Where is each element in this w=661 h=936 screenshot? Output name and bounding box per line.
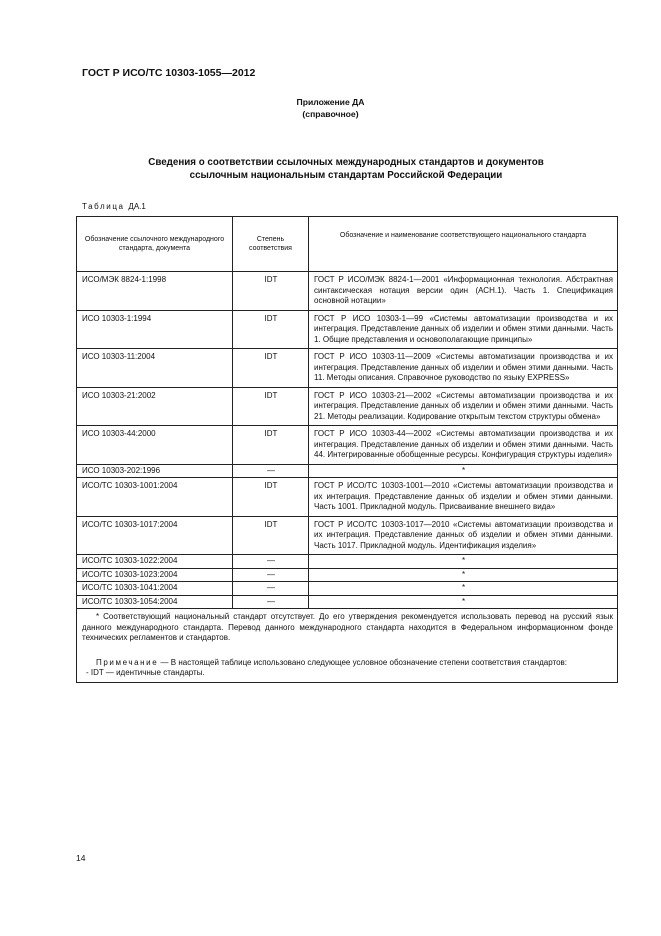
cell-national: * — [309, 595, 618, 609]
note — [82, 658, 613, 669]
document-code: ГОСТ Р ИСО/ТС 10303-1055—2012 — [82, 67, 256, 79]
annex-heading — [0, 96, 661, 120]
note-item: - IDT — идентичные стандарты. — [86, 668, 205, 677]
cell-degree: IDT — [233, 272, 309, 311]
cell-reference: ИСО/МЭК 8824-1:1998 — [77, 272, 233, 311]
cell-degree: — — [233, 595, 309, 609]
cell-degree: — — [233, 568, 309, 582]
table-notes — [77, 609, 618, 683]
table-row — [77, 516, 618, 555]
table-row — [77, 310, 618, 349]
cell-reference: ИСО/ТС 10303-1022:2004 — [77, 555, 233, 569]
table-label — [82, 202, 146, 211]
cell-degree: — — [233, 582, 309, 596]
cell-reference: ИСО/ТС 10303-1001:2004 — [77, 478, 233, 517]
table-header-row — [77, 217, 618, 272]
cell-reference: ИСО 10303-11:2004 — [77, 349, 233, 388]
cell-national: ГОСТ Р ИСО 10303-11—2009 «Системы автоматизации производства и их интеграция. Представление данных об изделии и обмен этими данными. Часть 11. Методы описания. Справочное руководство по языку EXPRESS» — [309, 349, 618, 388]
cell-national: ГОСТ Р ИСО 10303-21—2002 «Системы автоматизации производства и их интеграция. Представление данных об изделии и обмен этими данными. Часть 21. Методы реализации. Кодирование открытым текстом структуры обмена» — [309, 387, 618, 426]
cell-reference: ИСО/ТС 10303-1017:2004 — [77, 516, 233, 555]
correspondence-table — [76, 216, 618, 683]
cell-national: ГОСТ Р ИСО/ТС 10303-1017—2010 «Системы автоматизации производства и их интеграция. Представление данных об изделии и обмен этими данными. Часть 1017. Прикладной модуль. Идентификация изделия» — [309, 516, 618, 555]
cell-reference: ИСО/ТС 10303-1054:2004 — [77, 595, 233, 609]
cell-national: * — [309, 582, 618, 596]
cell-national: ГОСТ Р ИСО/МЭК 8824-1—2001 «Информационная технология. Абстрактная синтаксическая нотация версии один (АСН.1). Часть 1. Спецификация основной нотации» — [309, 272, 618, 311]
cell-degree: — — [233, 555, 309, 569]
cell-degree: IDT — [233, 478, 309, 517]
table-row — [77, 568, 618, 582]
cell-reference: ИСО/ТС 10303-1023:2004 — [77, 568, 233, 582]
cell-reference: ИСО/ТС 10303-1041:2004 — [77, 582, 233, 596]
section-title-line-1: Сведения о соответствии ссылочных международных стандартов и документов — [148, 157, 544, 168]
annex-type: (справочное) — [302, 109, 359, 119]
note-text: — В настоящей таблице использовано следующее условное обозначение степени соответствия стандартов: — [160, 657, 567, 667]
cell-degree: IDT — [233, 516, 309, 555]
table-row — [77, 349, 618, 388]
cell-reference: ИСО 10303-44:2000 — [77, 426, 233, 465]
cell-national: ГОСТ Р ИСО 10303-44—2002 «Системы автоматизации производства и их интеграция. Представление данных об изделии и обмен этими данными. Часть 44. Интегрированные обобщенные ресурсы. Конфигурация структуры изделия» — [309, 426, 618, 465]
cell-national: ГОСТ Р ИСО 10303-1—99 «Системы автоматизации производства и их интеграция. Представление данных об изделии и обмен этими данными. Часть 1. Общие представления и основополагающие принципы» — [309, 310, 618, 349]
table-notes-row — [77, 609, 618, 683]
cell-national: * — [309, 464, 618, 478]
cell-degree: IDT — [233, 426, 309, 465]
cell-degree: IDT — [233, 349, 309, 388]
cell-national: ГОСТ Р ИСО/ТС 10303-1001—2010 «Системы автоматизации производства и их интеграция. Представление данных об изделии и обмен этими данными. Часть 1001. Прикладной модуль. Присваивание внешнего вида» — [309, 478, 618, 517]
cell-reference: ИСО 10303-1:1994 — [77, 310, 233, 349]
table-label-prefix: Таблица — [82, 202, 125, 211]
note-label: Примечание — [96, 657, 159, 667]
table-row — [77, 595, 618, 609]
table-label-number: ДА.1 — [128, 202, 146, 211]
table-row — [77, 555, 618, 569]
table-row — [77, 272, 618, 311]
section-title — [76, 156, 616, 182]
cell-national: * — [309, 568, 618, 582]
page-number: 14 — [76, 853, 86, 863]
table-row — [77, 582, 618, 596]
header-national-standard: Обозначение и наименование соответствующего национального стандарта — [309, 217, 618, 272]
cell-reference: ИСО 10303-21:2002 — [77, 387, 233, 426]
cell-reference: ИСО 10303-202:1996 — [77, 464, 233, 478]
header-degree-of-conformity: Степень соответствия — [233, 217, 309, 272]
section-title-line-2: ссылочным национальным стандартам Российской Федерации — [189, 170, 503, 181]
annex-title: Приложение ДА — [296, 97, 365, 107]
footnote: * Соответствующий национальный стандарт отсутствует. До его утверждения рекомендуется использовать перевод на русский язык данного международного стандарта. Перевод данного международного стандарта находится в Федеральном информационном фонде технических регламентов и стандартов. — [82, 612, 613, 642]
table-row — [77, 387, 618, 426]
cell-degree: IDT — [233, 310, 309, 349]
cell-degree: — — [233, 464, 309, 478]
cell-national: * — [309, 555, 618, 569]
table-row — [77, 426, 618, 465]
table-row — [77, 464, 618, 478]
header-reference-standard: Обозначение ссылочного международного стандарта, документа — [77, 217, 233, 272]
table-row — [77, 478, 618, 517]
cell-degree: IDT — [233, 387, 309, 426]
